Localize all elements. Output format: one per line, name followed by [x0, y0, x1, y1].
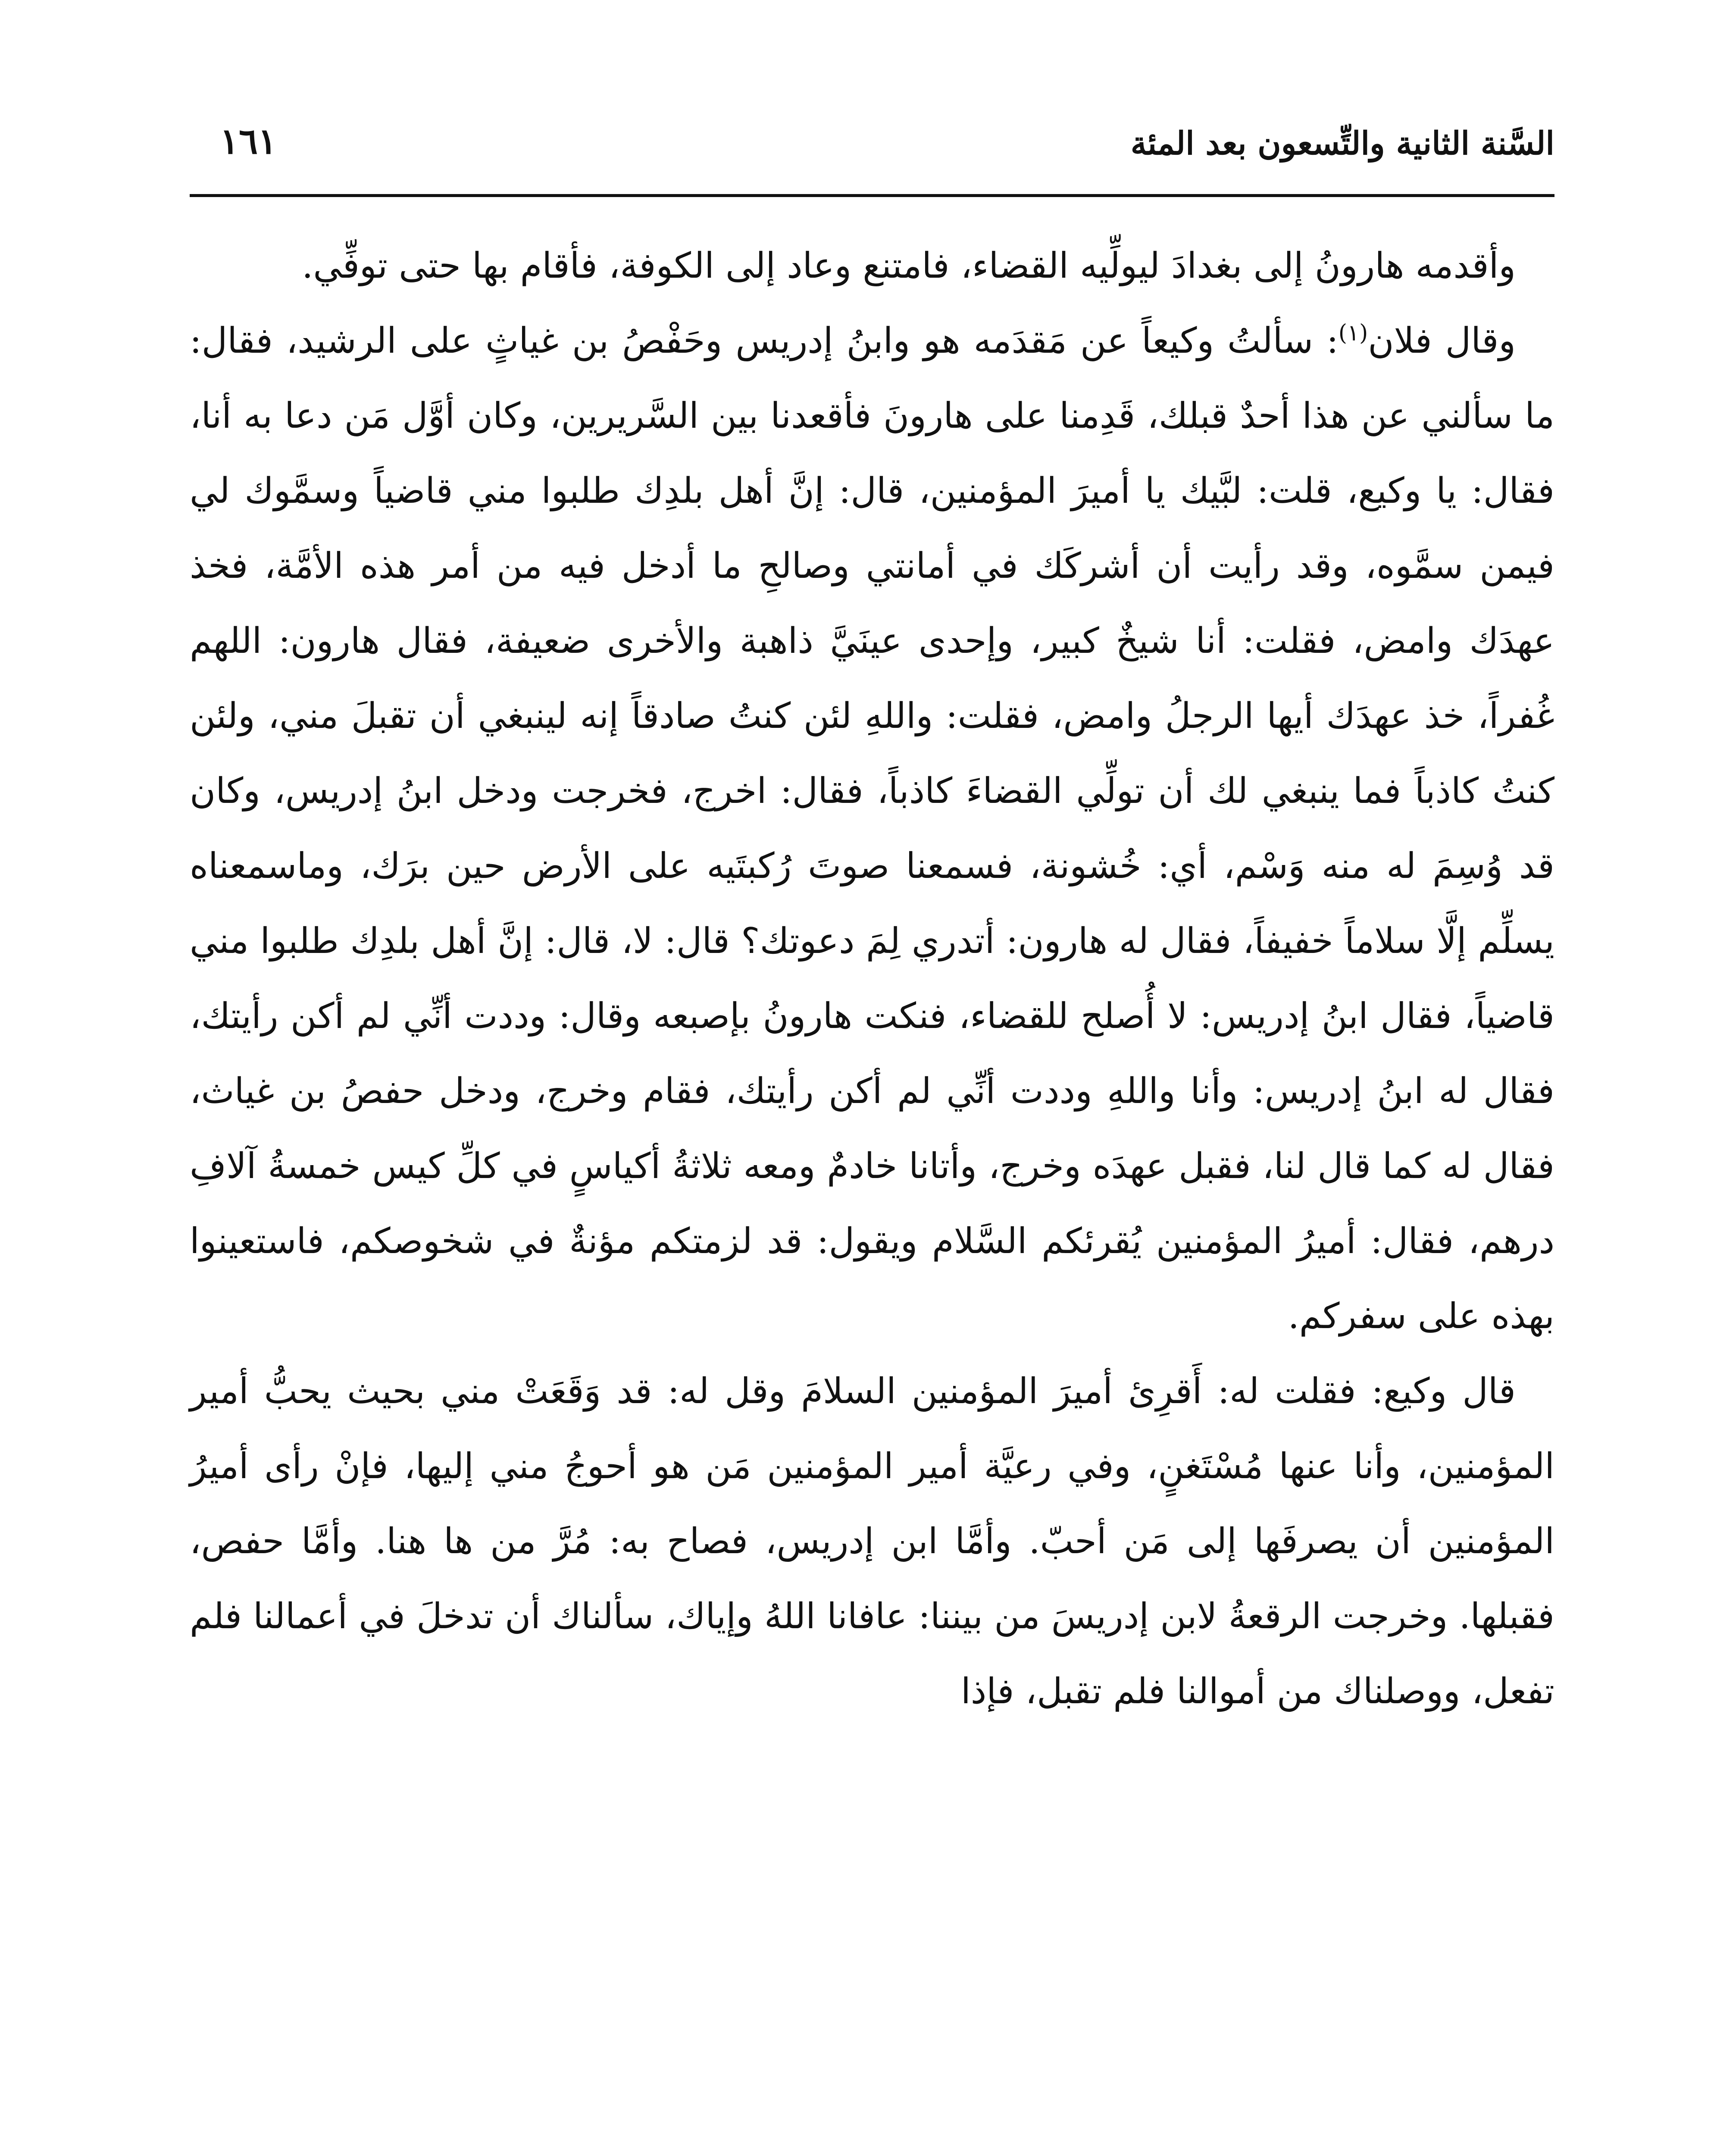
page-header [190, 116, 1554, 197]
paragraph-2 [190, 304, 1554, 1354]
paragraph-2-opening: وقال فلان [1368, 320, 1516, 361]
main-text [190, 229, 1554, 2156]
page-number: ١٦١ [220, 121, 277, 162]
paragraph-3 [190, 1354, 1554, 1729]
paragraph-1 [190, 229, 1554, 304]
paragraph-2-text: : سألتُ وكيعاً عن مَقدَمه هو وابنُ إدريس وحَفْصُ بن غياثٍ على الرشيد، فقال: ما سألني عن هذا أحدٌ قبلك، قَدِمنا على هارونَ فأقعدنا بين السَّريرين، وكان أوَّل مَن دعا به أنا، فقال: يا وكيع، قلت: لبَّيك يا أميرَ المؤمنين، قال: إنَّ أهل بلدِك طلبوا مني قاضياً وسمَّوك لي فيمن سمَّوه، وقد رأيت أن أشركَك في أمانتي وصالحِ ما أدخل فيه من أمر هذه الأمَّة، فخذ عهدَك وامض، فقلت: أنا شيخٌ كبير، وإحدى عينَيَّ ذاهبة والأخرى ضعيفة، فقال هارون: اللهم غُفراً، خذ عهدَك أيها الرجلُ وامض، فقلت: واللهِ لئن كنتُ صادقاً إنه لينبغي أن تقبلَ مني، ولئن كنتُ كاذباً فما ينبغي لك أن تولِّي القضاءَ كاذباً، فقال: اخرج، فخرجت ودخل ابنُ إدريس، وكان قد وُسِمَ له منه وَسْم، أي: خُشونة، فسمعنا صوتَ رُكبتَيه على الأرض حين برَك، وماسمعناه يسلِّم إلَّا سلاماً خفيفاً، فقال له هارون: أتدري لِمَ دعوتك؟ قال: لا، قال: إنَّ أهل بلدِك طلبوا مني قاضياً، فقال ابنُ إدريس: لا أُصلح للقضاء، فنكت هارونُ بإصبعه وقال: وددت أنِّي لم أكن رأيتك، فقال له ابنُ إدريس: وأنا واللهِ وددت أنِّي لم أكن رأيتك، فقام وخرج، ودخل حفصُ بن غياث، فقال له كما قال لنا، فقبل عهدَه وخرج، وأتانا خادمٌ ومعه ثلاثةُ أكياسٍ في كلِّ كيس خمسةُ آلافِ درهم، فقال: أميرُ المؤمنين يُقرئكم السَّلام ويقول: قد لزمتكم مؤنةٌ في شخوصكم، فاستعينوا بهذه على سفركم. [190, 320, 1554, 1337]
paragraph-3-text: قال وكيع: فقلت له: أَقرِئ أميرَ المؤمنين السلامَ وقل له: قد وَقَعَتْ مني بحيث يحبُّ أمير المؤمنين، وأنا عنها مُسْتَغنٍ، وفي رعيَّة أمير المؤمنين مَن هو أحوجُ مني إليها، فإنْ رأى أميرُ المؤمنين أن يصرفَها إلى مَن أحبّ. وأمَّا ابن إدريس، فصاح به: مُرَّ من ها هنا. وأمَّا حفص، فقبلها. وخرجت الرقعةُ لابن إدريسَ من بيننا: عافانا اللهُ وإياك، سألناك أن تدخلَ في أعمالنا فلم تفعل، ووصلناك من أموالنا فلم تقبل، فإذا [190, 1371, 1554, 1712]
running-title: السَّنة الثانية والتِّسعون بعد المئة [1130, 125, 1554, 162]
paragraph-1-text: وأقدمه هارونُ إلى بغدادَ ليولِّيه القضاء، فامتنع وعاد إلى الكوفة، فأقام بها حتى توفِّي. [302, 245, 1516, 286]
footnote-reference: (١) [1338, 320, 1368, 346]
